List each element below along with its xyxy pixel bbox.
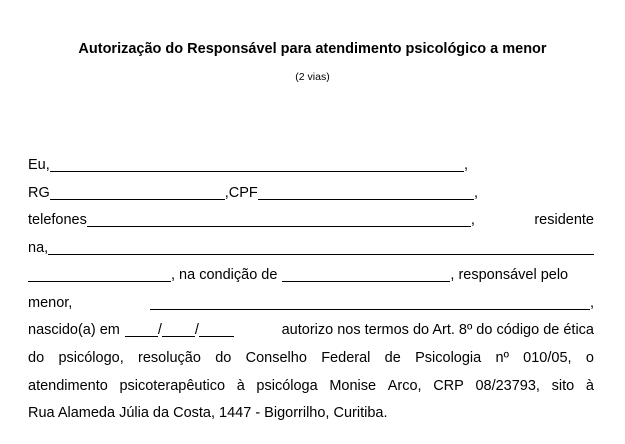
document-subtitle: (2 vias)	[295, 71, 330, 83]
paragraph-word: sito	[551, 378, 575, 394]
responsavel-text: , responsável pelo	[450, 267, 569, 283]
condicao-field[interactable]	[282, 267, 450, 282]
cpf-label: ,CPF	[224, 185, 258, 201]
nascido-label: nascido(a) em	[28, 322, 120, 338]
paragraph-word: à	[236, 378, 245, 394]
line-telefones	[28, 211, 594, 229]
paragraph-word: Arco,	[387, 378, 422, 394]
paragraph-word: Monise	[329, 378, 377, 394]
document-title: Autorização do Responsável para atendimento psicológico a menor	[78, 41, 547, 57]
line-menor	[28, 294, 594, 312]
paragraph-word: Psicologia	[415, 350, 482, 366]
telefones-label: telefones	[28, 212, 87, 228]
paragraph-word: Conselho	[245, 350, 307, 366]
paragraph-line-1	[28, 349, 594, 367]
paragraph-word: 08/23793,	[475, 378, 540, 394]
paragraph-line-2	[28, 377, 594, 395]
paragraph-word: do	[28, 350, 45, 366]
menor-comma: ,	[589, 295, 594, 311]
paragraph-word: resolução	[138, 350, 201, 366]
paragraph-line-3	[28, 404, 594, 422]
paragraph-word: psicólogo,	[58, 350, 124, 366]
name-field[interactable]	[50, 157, 464, 172]
address-text: Rua Alameda Júlia da Costa, 1447 - Bigorrilho, Curitiba.	[28, 405, 388, 421]
telefones-comma: ,	[470, 212, 475, 228]
telefones-field[interactable]	[87, 212, 471, 227]
paragraph-word: nº	[495, 350, 509, 366]
date-slash-2: /	[194, 322, 199, 338]
line-rg-cpf	[28, 184, 478, 202]
residente-label: residente	[534, 212, 594, 228]
cpf-field[interactable]	[258, 185, 474, 200]
paragraph-word: 010/05,	[523, 350, 572, 366]
menor-label: menor,	[28, 295, 73, 311]
paragraph-word: o	[585, 350, 594, 366]
eu-comma: ,	[463, 157, 468, 173]
birth-month-field[interactable]	[162, 322, 195, 337]
rg-field[interactable]	[50, 185, 225, 200]
address-field[interactable]	[48, 240, 594, 255]
na-label: na,	[28, 240, 49, 256]
birth-day-field[interactable]	[125, 322, 158, 337]
date-slash-1: /	[157, 322, 162, 338]
paragraph-word: CRP	[433, 378, 464, 394]
eu-label: Eu,	[28, 157, 50, 173]
condicao-text: , na condição de	[171, 267, 278, 283]
line-na	[28, 239, 594, 257]
paragraph-word: do	[215, 350, 232, 366]
line-nascido	[28, 321, 594, 339]
cpf-comma: ,	[473, 185, 478, 201]
rg-label: RG	[28, 185, 50, 201]
line-condicao	[28, 266, 594, 284]
autorizo-text: autorizo nos termos do Art. 8º do código de ética	[281, 322, 594, 338]
line-eu	[28, 156, 468, 174]
address-continuation-field[interactable]	[28, 267, 171, 282]
paragraph-word: psicóloga	[256, 378, 318, 394]
minor-name-field[interactable]	[150, 295, 590, 310]
paragraph-word: de	[384, 350, 401, 366]
paragraph-word: atendimento	[28, 378, 108, 394]
paragraph-word: Federal	[321, 350, 371, 366]
paragraph-word: à	[585, 378, 594, 394]
paragraph-word: psicoterapêutico	[119, 378, 226, 394]
birth-year-field[interactable]	[199, 322, 234, 337]
